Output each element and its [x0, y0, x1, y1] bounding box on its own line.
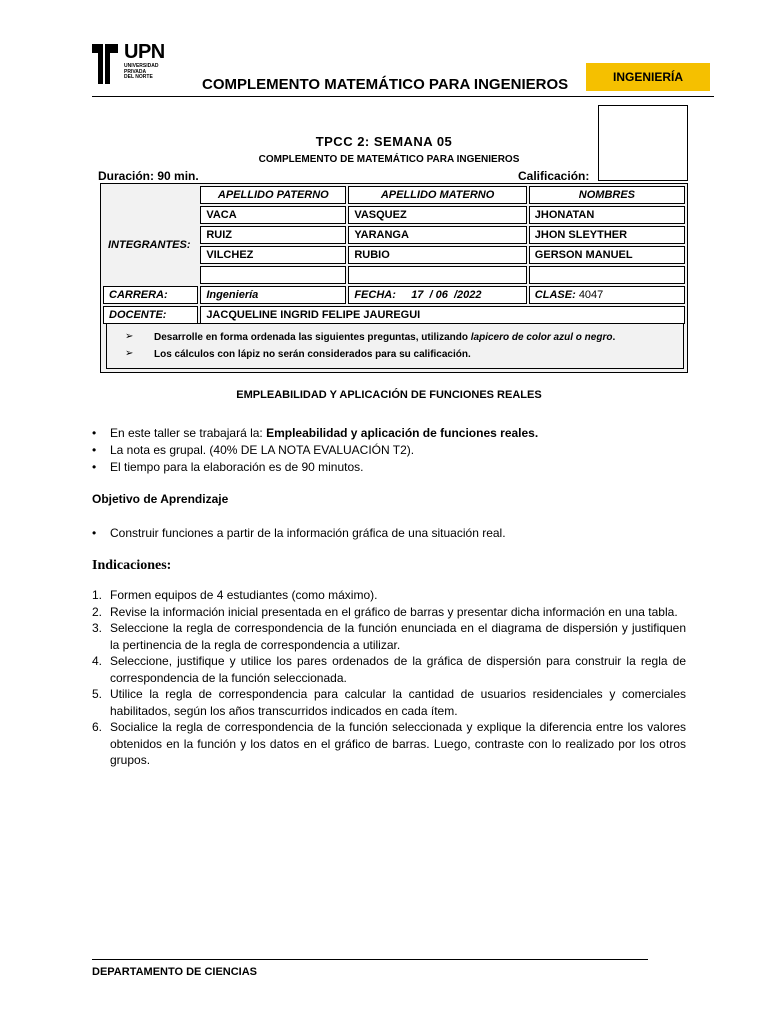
- bullet-icon: •: [92, 460, 97, 474]
- section-title: EMPLEABILIDAD Y APLICACIÓN DE FUNCIONES REALES: [236, 389, 542, 401]
- footer-divider: [92, 959, 648, 960]
- docente-value[interactable]: JACQUELINE INGRID FELIPE JAUREGUI: [200, 306, 685, 324]
- member-paterno[interactable]: [200, 266, 346, 284]
- upn-logo: [90, 42, 170, 88]
- footer-department: DEPARTAMENTO DE CIENCIAS: [92, 966, 258, 978]
- arrow-bullet-icon: ➢: [125, 331, 134, 342]
- list-item: 3. Seleccione la regla de correspondencia de la función enunciada en el diagrama de dispersión y justifiquen la pertinencia de la regla de correspondencia a utilizar.: [92, 621, 686, 652]
- member-paterno[interactable]: RUIZ: [200, 226, 346, 244]
- clase-value: 4047: [578, 289, 604, 301]
- clase-label: CLASE:: [534, 289, 576, 301]
- header-apellido-materno: APELLIDO MATERNO: [348, 186, 526, 204]
- instructions-box: ➢ Desarrolle en forma ordenada las siguientes preguntas, utilizando lapicero de color azul o negro. ➢ Los cálculos con lápiz no serán considerados para su calificación.: [106, 323, 684, 369]
- list-item: 2. Revise la información inicial presentada en el gráfico de barras y presentar dicha información en una tabla.: [92, 604, 678, 619]
- list-item: 5. Utilice la regla de correspondencia para calcular la cantidad de usuarios residenciales y comerciales habilitados, según los años transcurridos indicados en cada ítem.: [92, 687, 686, 718]
- member-paterno[interactable]: VACA: [200, 206, 346, 224]
- student-form: [101, 184, 687, 326]
- arrow-bullet-icon: ➢: [125, 348, 134, 359]
- duration-label: Duración: 90 min.: [98, 169, 199, 183]
- header-apellido-paterno: APELLIDO PATERNO: [200, 186, 346, 204]
- upn-torch-icon: [90, 44, 120, 84]
- indications-title: Indicaciones:: [92, 558, 172, 573]
- logo-text: UPN: [124, 41, 165, 63]
- carrera-label: CARRERA:: [103, 286, 198, 304]
- integrantes-label: INTEGRANTES:: [103, 206, 198, 284]
- fecha-label: FECHA:: [354, 289, 396, 301]
- member-nombres[interactable]: JHONATAN: [529, 206, 685, 224]
- member-paterno[interactable]: VILCHEZ: [200, 246, 346, 264]
- objective-title: Objetivo de Aprendizaje: [92, 492, 229, 506]
- exam-subtitle: COMPLEMENTO DE MATEMÁTICO PARA INGENIEROS: [258, 154, 520, 165]
- member-nombres[interactable]: [529, 266, 685, 284]
- fecha-value: 17 / 06 /2022: [411, 289, 482, 301]
- grade-label: Calificación:: [518, 169, 590, 183]
- member-materno[interactable]: [348, 266, 526, 284]
- list-item: 4. Seleccione, justifique y utilice los pares ordenados de la gráfica de dispersión para construir la regla de correspondencia de la función seleccionada.: [92, 654, 686, 685]
- exam-title: TPCC 2: SEMANA 05: [315, 134, 453, 149]
- list-item: 1. Formen equipos de 4 estudiantes (como máximo).: [92, 588, 378, 602]
- indications-list: [92, 587, 686, 769]
- header-nombres: NOMBRES: [529, 186, 685, 204]
- docente-label: DOCENTE:: [103, 306, 198, 324]
- faculty-badge: INGENIERÍA: [586, 63, 710, 91]
- course-title: COMPLEMENTO MATEMÁTICO PARA INGENIEROS: [202, 76, 569, 93]
- logo-subtext: UNIVERSIDAD PRIVADA DEL NORTE: [124, 63, 159, 80]
- fecha-cell[interactable]: [348, 286, 526, 304]
- bullet-icon: •: [92, 443, 97, 457]
- member-materno[interactable]: YARANGA: [348, 226, 526, 244]
- header-divider: [92, 96, 714, 97]
- clase-cell[interactable]: [529, 286, 685, 304]
- list-item: 6. Socialice la regla de correspondencia de la función seleccionada y explique la diferencia entre los valores obtenidos en la función y los datos en el gráfico de barras. Luego, contraste con lo realizado por los otros grupos.: [92, 720, 686, 767]
- bullet-icon: •: [92, 526, 97, 540]
- member-nombres[interactable]: GERSON MANUEL: [529, 246, 685, 264]
- member-materno[interactable]: RUBIO: [348, 246, 526, 264]
- bullet-icon: •: [92, 426, 97, 440]
- member-nombres[interactable]: JHON SLEYTHER: [529, 226, 685, 244]
- member-materno[interactable]: VASQUEZ: [348, 206, 526, 224]
- carrera-value[interactable]: Ingeniería: [200, 286, 346, 304]
